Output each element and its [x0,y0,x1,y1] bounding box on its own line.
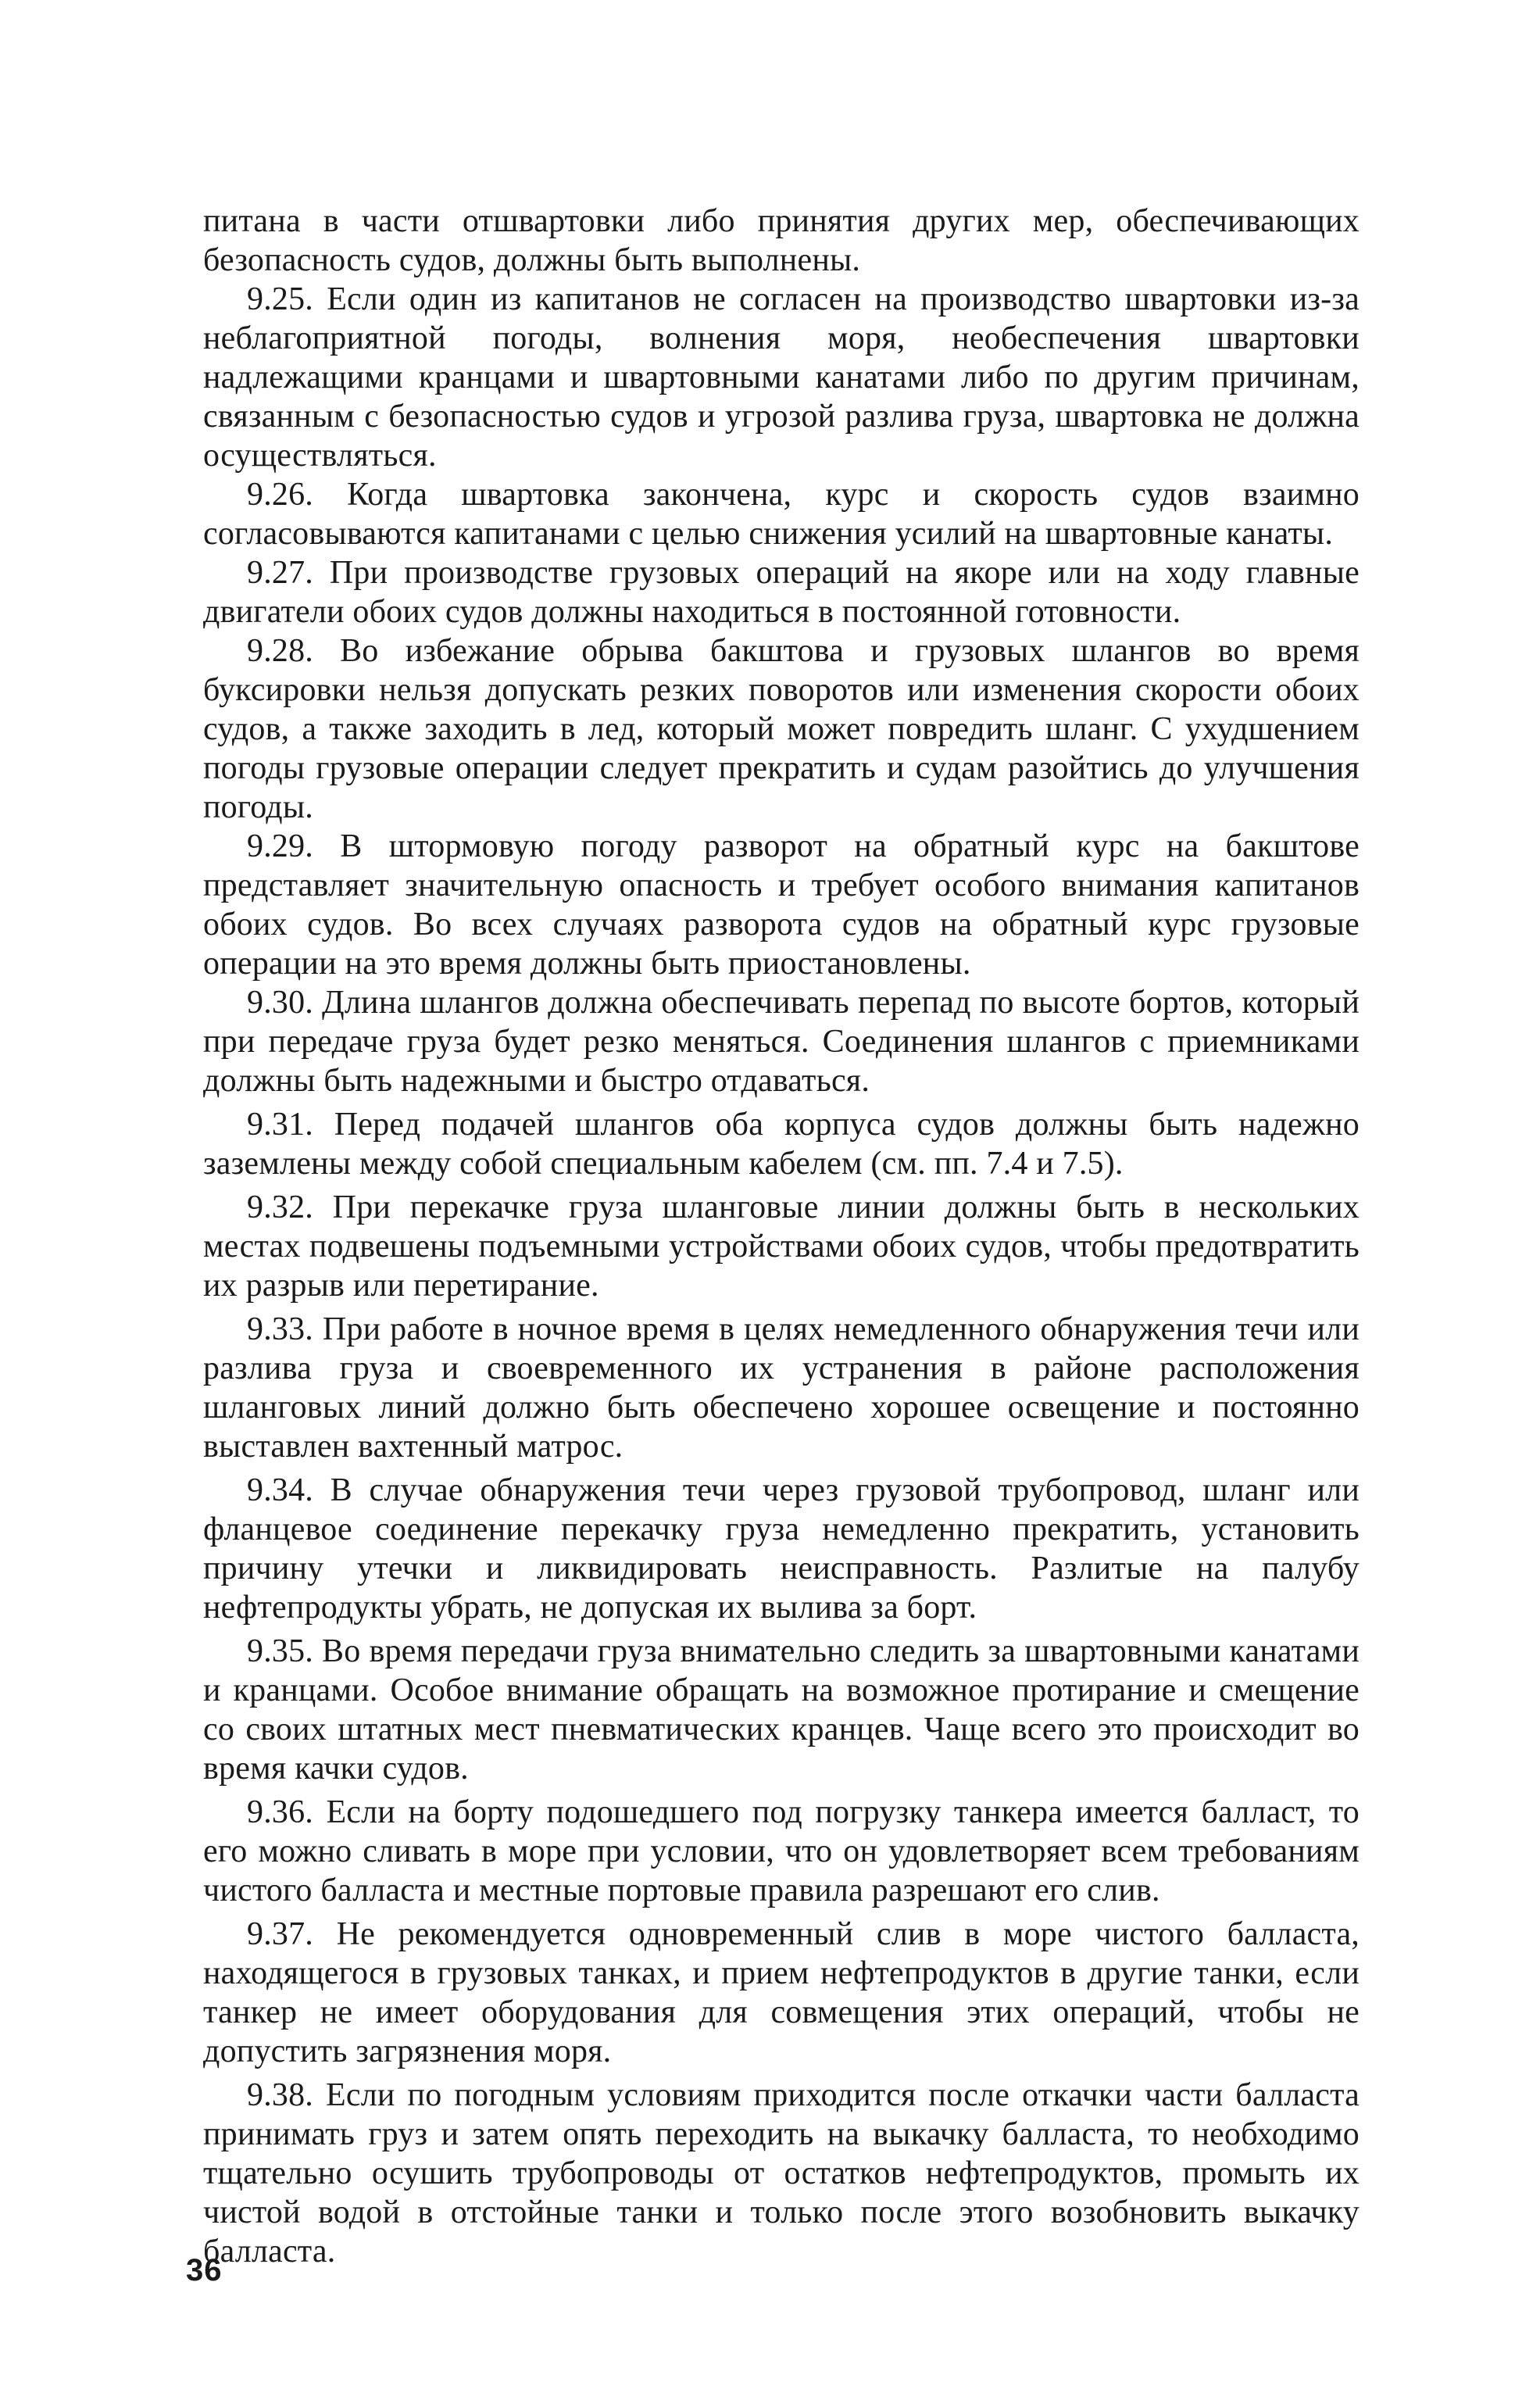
paragraph-9-36: 9.36. Если на борту подошедшего под погрузку танкера имеется балласт, то его можно сливать в море при условии, что он удовлетворяет всем требованиям чистого балласта и местные портовые правила разрешают его слив. [203,1794,1360,1908]
paragraph-9-30: 9.30. Длина шлангов должна обеспечивать перепад по высоте бортов, который при передаче груза будет резко меняться. Соединения шлангов с приемниками должны быть надежными и быстро отдаваться. [203,985,1360,1099]
paragraph-9-33: 9.33. При работе в ночное время в целях немедленного обнаружения течи или разлива груза и своевременного их устранения в районе расположения шланговых линий должно быть обеспечено хорошее освещение и постоянно выставлен вахтенный матрос. [203,1311,1360,1465]
paragraph-9-28: 9.28. Во избежание обрыва бакштова и грузовых шлангов во время буксировки нельзя допускать резких поворотов или изменения скорости обоих судов, а также заходить в лед, который может повредить шланг. С ухудшением погоды грузовые операции следует прекратить и судам разойтись до улучшения погоды. [203,633,1360,825]
paragraph-9-37: 9.37. Не рекомендуется одновременный слив в море чистого балласта, находящегося в грузовых танках, и прием нефтепродуктов в другие танки, если танкер не имеет оборудования для совмещения этих операций, чтобы не допустить загрязнения моря. [203,1916,1360,2069]
page-body [203,202,1360,2271]
paragraph-continuation: питана в части отшвартовки либо принятия других мер, обеспечивающих безопасность судов, должны быть выполнены. [203,203,1360,278]
paragraph-9-25: 9.25. Если один из капитанов не согласен на производство швартовки из-за неблагоприятной погоды, волнения моря, необеспечения швартовки надлежащими кранцами и швартовными канатами либо по другим причинам, связанным с безопасностью судов и угрозой разлива груза, швартовка не должна осуществляться. [203,281,1360,474]
paragraph-9-32: 9.32. При перекачке груза шланговые линии должны быть в нескольких местах подвешены подъемными устройствами обоих судов, чтобы предотвратить их разрыв или перетирание. [203,1189,1360,1304]
paragraph-9-31: 9.31. Перед подачей шлангов оба корпуса судов должны быть надежно заземлены между собой специальным кабелем (см. пп. 7.4 и 7.5). [203,1107,1360,1182]
paragraph-9-38: 9.38. Если по погодным условиям приходится после откачки части балласта принимать груз и затем опять переходить на выкачку балласта, то необходимо тщательно осушить трубопроводы от остатков нефтепродуктов, промыть их чистой водой в отстойные танки и только после этого возобновить выкачку балласта. [203,2077,1360,2269]
page-number: 36 [186,2253,223,2287]
paragraph-9-35: 9.35. Во время передачи груза внимательно следить за швартовными канатами и кранцами. Особое внимание обращать на возможное протирание и смещение со своих штатных мест пневматических кранцев. Чаще всего это происходит во время качки судов. [203,1633,1360,1787]
paragraph-9-34: 9.34. В случае обнаружения течи через грузовой трубопровод, шланг или фланцевое соединение перекачку груза немедленно прекратить, установить причину утечки и ликвидировать неисправность. Разлитые на палубу нефтепродукты убрать, не допуская их вылива за борт. [203,1472,1360,1626]
paragraph-9-27: 9.27. При производстве грузовых операций на якоре или на ходу главные двигатели обоих судов должны находиться в постоянной готовности. [203,555,1360,630]
paragraph-9-29: 9.29. В штормовую погоду разворот на обратный курс на бакштове представляет значительную опасность и требует особого внимания капитанов обоих судов. Во всех случаях разворота судов на обратный курс грузовые операции на это время должны быть приостановлены. [203,828,1360,982]
paragraph-9-26: 9.26. Когда швартовка закончена, курс и скорость судов взаимно согласовываются капитанами с целью снижения усилий на швартовные канаты. [203,477,1360,552]
